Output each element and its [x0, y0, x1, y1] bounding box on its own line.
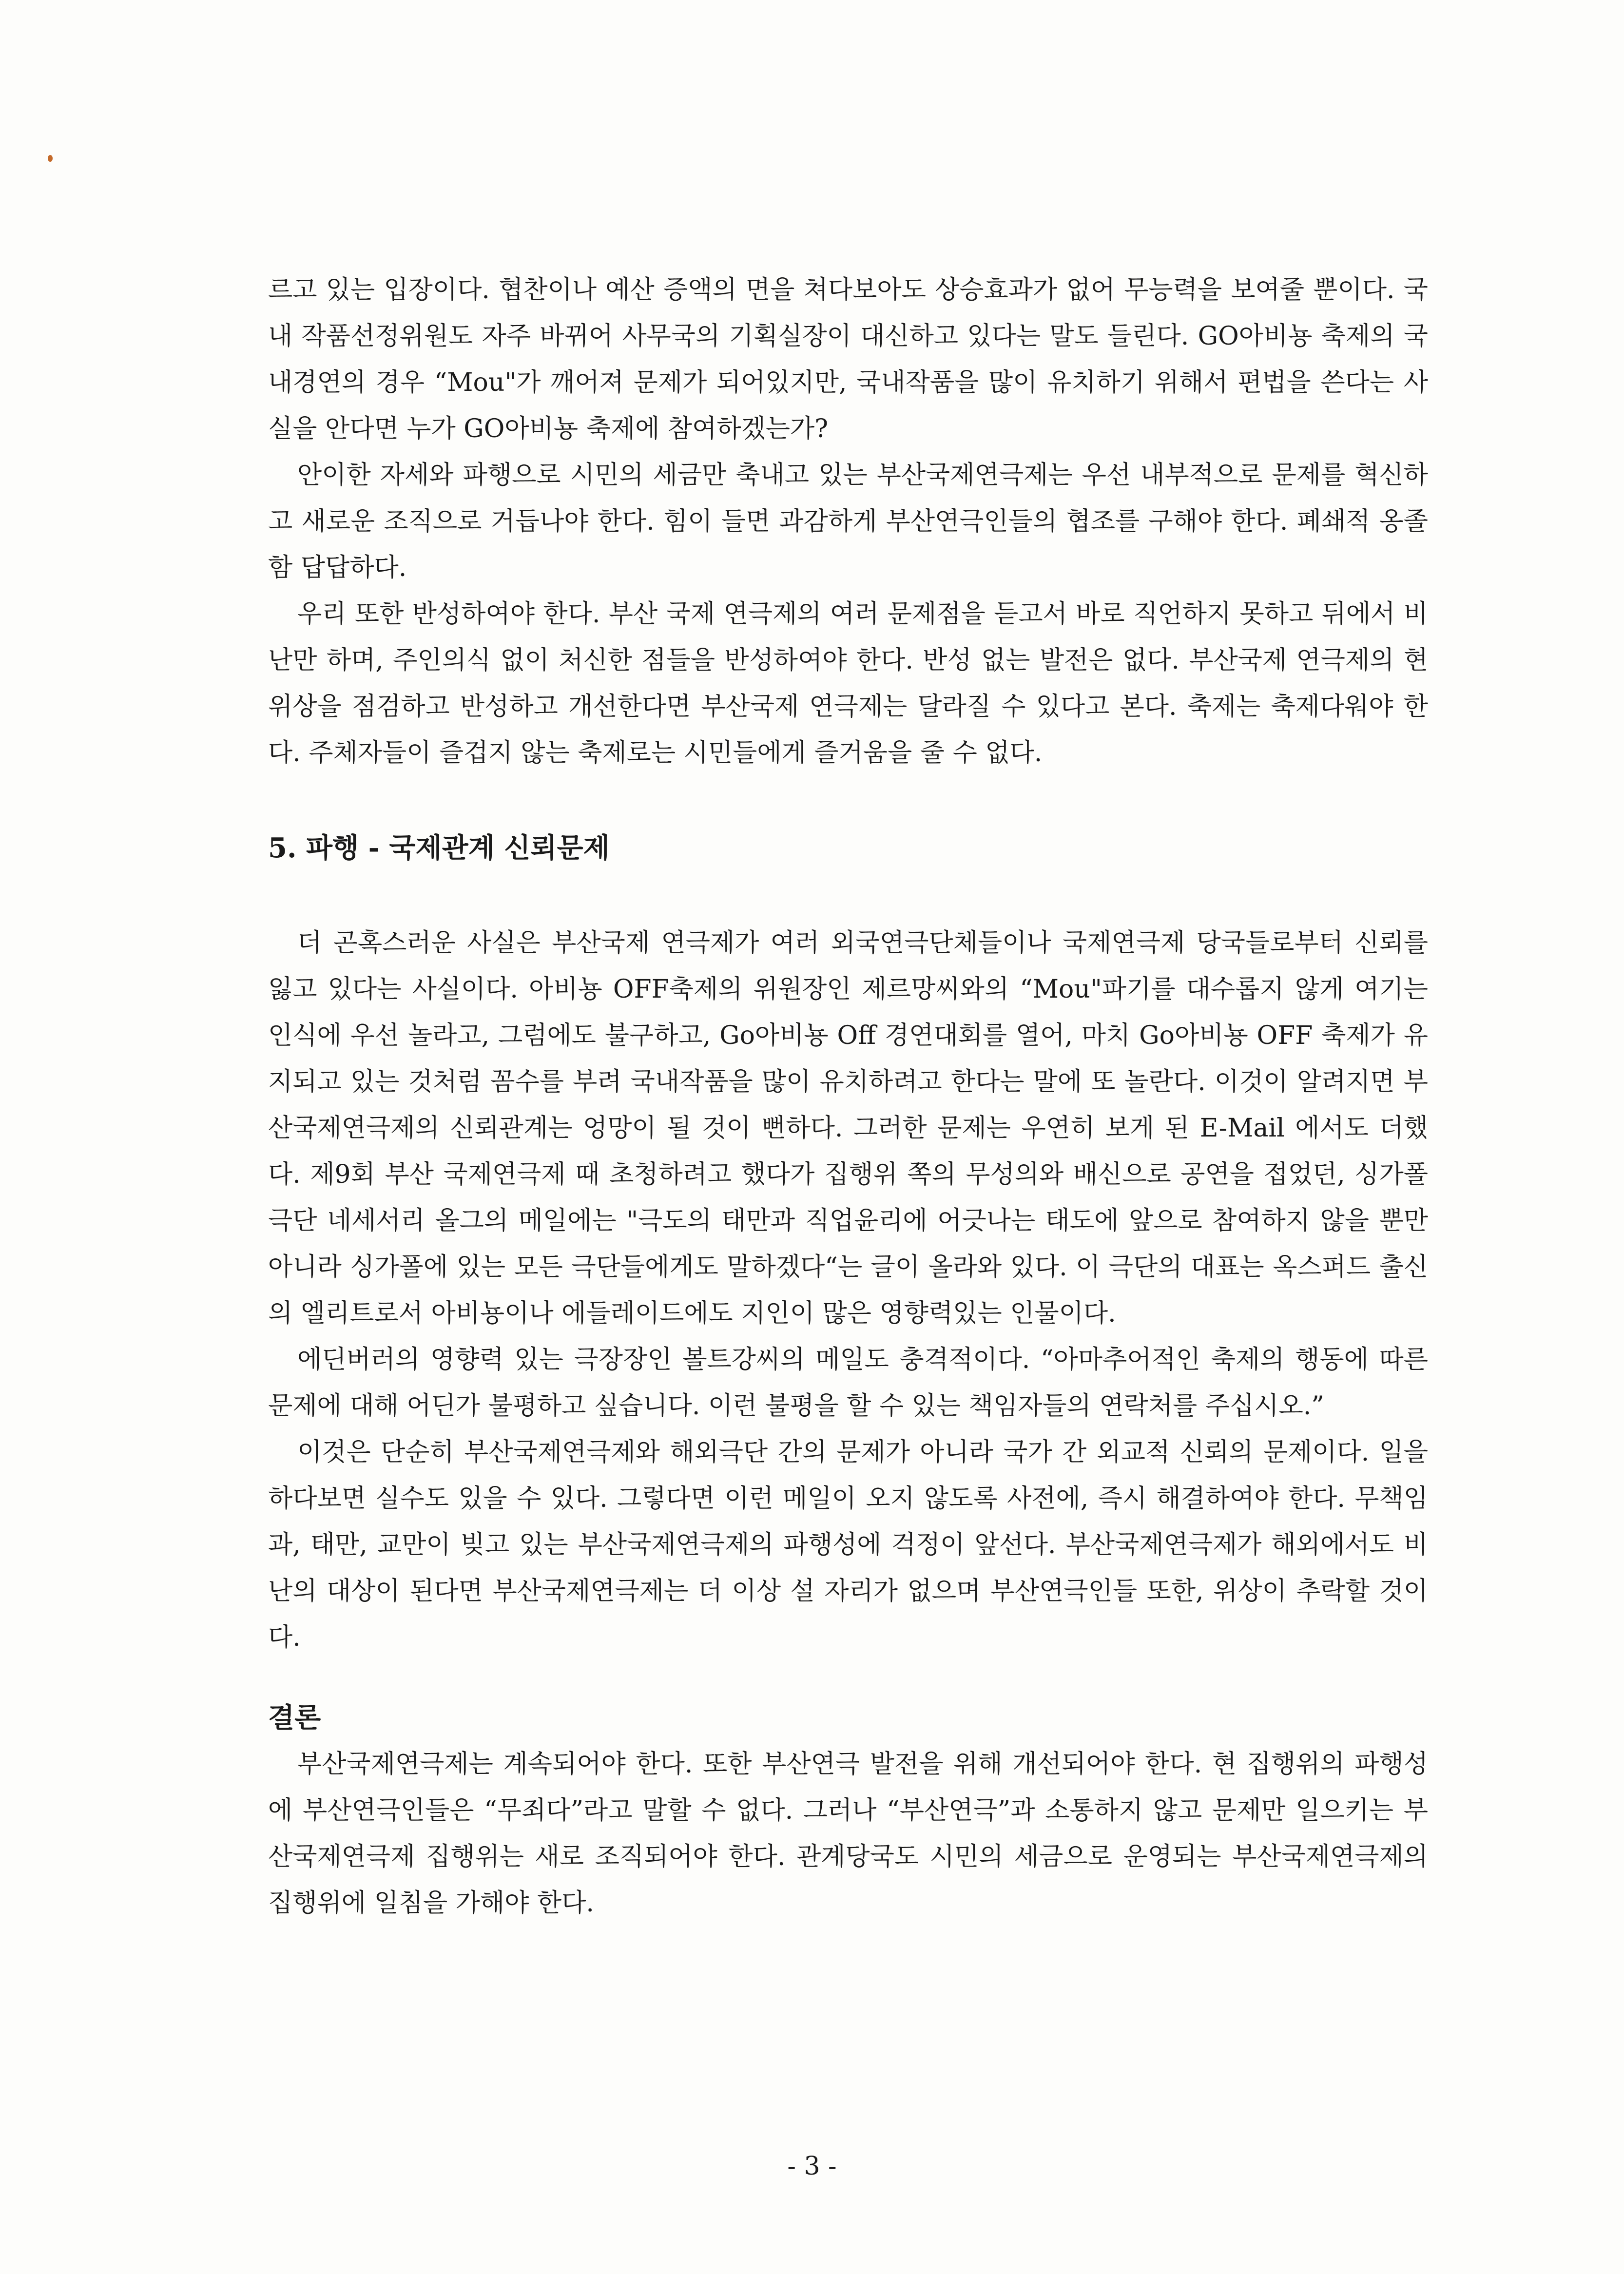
- document-body: [268, 267, 1428, 1927]
- body-paragraph: 이것은 단순히 부산국제연극제와 해외극단 간의 문제가 아니라 국가 간 외교적 신뢰의 문제이다. 일을 하다보면 실수도 있을 수 있다. 그렇다면 이런 메일이 오지 않도록 사전에, 즉시 해결하여야 한다. 무책임과, 태만, 교만이 빚고 있는 부산국제연극제의 파행성에 걱정이 앞선다. 부산국제연극제가 해외에서도 비난의 대상이 된다면 부산국제연극제는 더 이상 설 자리가 없으며 부산연극인들 또한, 위상이 추락할 것이다.: [268, 1438, 1428, 1652]
- body-paragraph: 안이한 자세와 파행으로 시민의 세금만 축내고 있는 부산국제연극제는 우선 내부적으로 문제를 혁신하고 새로운 조직으로 거듭나야 한다. 힘이 들면 과감하게 부산연극인들의 협조를 구해야 한다. 폐쇄적 옹졸함 답답하다.: [268, 461, 1428, 582]
- conclusion-heading: 결론: [268, 1702, 321, 1734]
- page-number: - 3 -: [787, 2152, 837, 2181]
- body-paragraph: 우리 또한 반성하여야 한다. 부산 국제 연극제의 여러 문제점을 듣고서 바로 직언하지 못하고 뒤에서 비난만 하며, 주인의식 없이 처신한 점들을 반성하여야 한다. 반성 없는 발전은 없다. 부산국제 연극제의 현 위상을 점검하고 반성하고 개선한다면 부산국제 연극제는 달라질 수 있다고 본다. 축제는 축제다워야 한다. 주체자들이 즐겁지 않는 축제로는 시민들에게 즐거움을 줄 수 없다.: [268, 599, 1428, 768]
- section-heading: 5. 파행 - 국제관계 신뢰문제: [268, 832, 610, 864]
- conclusion-paragraph: 부산국제연극제는 계속되어야 한다. 또한 부산연극 발전을 위해 개선되어야 한다. 현 집행위의 파행성에 부산연극인들은 “무죄다”라고 말할 수 없다. 그러나 “부산연극”과 소통하지 않고 문제만 일으키는 부산국제연극제 집행위는 새로 조직되어야 한다. 관계당국도 시민의 세금으로 운영되는 부산국제연극제의 집행위에 일침을 가해야 한다.: [268, 1750, 1428, 1918]
- paper-speck: [48, 155, 53, 162]
- body-paragraph: 르고 있는 입장이다. 협찬이나 예산 증액의 면을 쳐다보아도 상승효과가 없어 무능력을 보여줄 뿐이다. 국내 작품선정위원도 자주 바뀌어 사무국의 기획실장이 대신하고 있다는 말도 들린다. GO아비뇽 축제의 국내경연의 경우 “Mou"가 깨어져 문제가 되어있지만, 국내작품을 많이 유치하기 위해서 편법을 쓴다는 사실을 안다면 누가 GO아비뇽 축제에 참여하겠는가?: [268, 275, 1428, 443]
- body-paragraph: 에딘버러의 영향력 있는 극장장인 볼트강씨의 메일도 충격적이다. “아마추어적인 축제의 행동에 따른 문제에 대해 어딘가 불평하고 싶습니다. 이런 불평을 할 수 있는 책임자들의 연락처를 주십시오.”: [268, 1345, 1428, 1421]
- body-paragraph: 더 곤혹스러운 사실은 부산국제 연극제가 여러 외국연극단체들이나 국제연극제 당국들로부터 신뢰를 잃고 있다는 사실이다. 아비뇽 OFF축제의 위원장인 제르망씨와의 “Mou"파기를 대수롭지 않게 여기는 인식에 우선 놀라고, 그럼에도 불구하고, Go아비뇽 Off 경연대회를 열어, 마치 Go아비뇽 OFF 축제가 유지되고 있는 것처럼 꼼수를 부려 국내작품을 많이 유치하려고 한다는 말에 또 놀란다. 이것이 알려지면 부산국제연극제의 신뢰관계는 엉망이 될 것이 뻔하다. 그러한 문제는 우연히 보게 된 E-Mail 에서도 더했다. 제9회 부산 국제연극제 때 초청하려고 했다가 집행위 쪽의 무성의와 배신으로 공연을 접었던, 싱가폴 극단 네세서리 올그의 메일에는 "극도의 태만과 직업윤리에 어긋나는 태도에 앞으로 참여하지 않을 뿐만 아니라 싱가폴에 있는 모든 극단들에게도 말하겠다“는 글이 올라와 있다. 이 극단의 대표는 옥스퍼드 출신의 엘리트로서 아비뇽이나 에들레이드에도 지인이 많은 영향력있는 인물이다.: [268, 928, 1428, 1328]
